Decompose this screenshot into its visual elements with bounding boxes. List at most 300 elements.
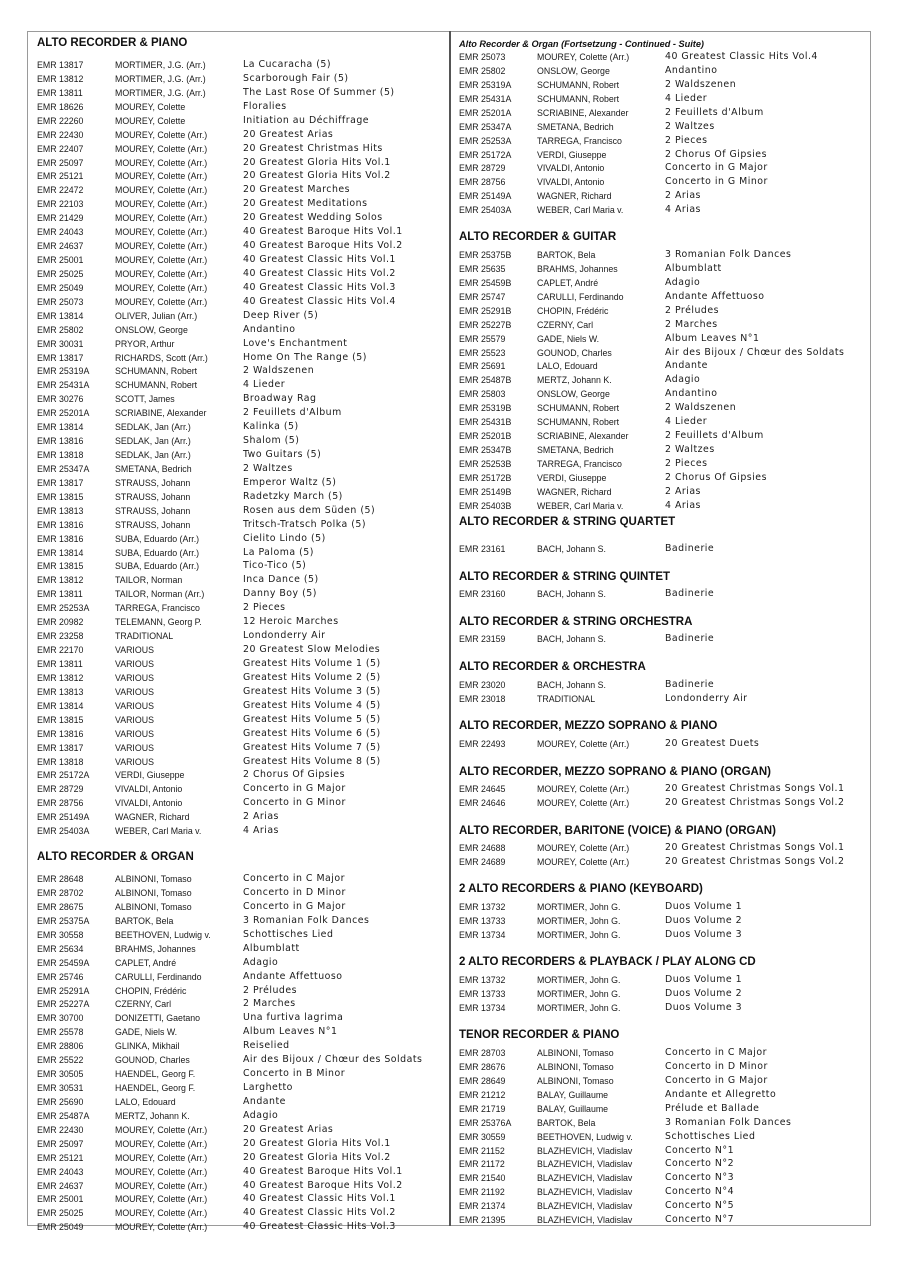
catalog-entry xyxy=(459,737,869,751)
work-title: Scarborough Fair (5) xyxy=(243,72,349,84)
catalog-number: EMR 13812 xyxy=(37,575,84,586)
catalog-number: EMR 24646 xyxy=(459,797,506,808)
catalog-number: EMR 25291A xyxy=(37,985,90,996)
catalog-number: EMR 13817 xyxy=(37,60,84,70)
work-title: 2 Pieces xyxy=(665,134,708,146)
composer-name: MOUREY, Colette (Arr.) xyxy=(115,1194,208,1205)
work-title: Concerto in G Major xyxy=(243,783,346,795)
catalog-entry xyxy=(37,169,447,183)
catalog-number: EMR 25375B xyxy=(459,250,512,260)
section-title-tenor-recorder-piano: TENOR RECORDER & PIANO xyxy=(459,1029,620,1041)
composer-name: MORTIMER, J.G. (Arr.) xyxy=(115,60,206,70)
work-title: 2 Arias xyxy=(665,485,701,497)
work-title: 40 Greatest Classic Hits Vol.4 xyxy=(243,295,396,307)
catalog-number: EMR 28649 xyxy=(459,1075,506,1086)
catalog-entry xyxy=(459,692,869,706)
work-title: Broadway Rag xyxy=(243,393,317,405)
work-title: 2 Préludes xyxy=(665,304,719,316)
catalog-entry xyxy=(37,657,447,671)
catalog-number: EMR 25403A xyxy=(459,205,512,216)
catalog-entry xyxy=(459,928,869,942)
section-title-alto-recorder-mezzo-soprano-piano-organ: ALTO RECORDER, MEZZO SOPRANO & PIANO (ORGAN) xyxy=(459,766,771,778)
composer-name: SMETANA, Bedrich xyxy=(537,445,614,456)
work-title: Concerto in B Minor xyxy=(243,1068,346,1080)
catalog-entry xyxy=(37,532,447,546)
work-title: 2 Waldszenen xyxy=(665,78,737,90)
catalog-entry xyxy=(459,855,869,869)
catalog-entry xyxy=(37,86,447,100)
catalog-entry xyxy=(459,457,869,471)
composer-name: SCHUMANN, Robert xyxy=(537,417,620,428)
composer-name: WAGNER, Richard xyxy=(537,486,612,497)
catalog-number: EMR 13814 xyxy=(37,700,84,711)
work-title: 20 Greatest Christmas Songs Vol.2 xyxy=(665,855,845,867)
work-title: 3 Romanian Folk Dances xyxy=(665,249,792,260)
composer-name: STRAUSS, Johann xyxy=(115,491,191,502)
composer-name: CZERNY, Carl xyxy=(537,319,594,330)
catalog-entry xyxy=(37,309,447,323)
work-title: Greatest Hits Volume 3 (5) xyxy=(243,685,381,697)
catalog-number: EMR 28806 xyxy=(37,1041,84,1052)
catalog-number: EMR 21429 xyxy=(37,213,84,224)
catalog-number: EMR 23020 xyxy=(459,680,506,690)
work-title: 2 Chorus Of Gipsies xyxy=(665,148,767,160)
work-title: 2 Waltzes xyxy=(665,120,715,132)
catalog-number: EMR 13816 xyxy=(37,533,84,544)
catalog-number: EMR 25097 xyxy=(37,157,84,168)
catalog-number: EMR 25172B xyxy=(459,472,512,483)
composer-name: MORTIMER, John G. xyxy=(537,915,621,926)
catalog-number: EMR 25172A xyxy=(459,149,512,160)
catalog-number: EMR 30276 xyxy=(37,394,84,405)
catalog-entry xyxy=(37,615,447,629)
composer-name: SCHUMANN, Robert xyxy=(537,93,620,104)
composer-name: SCRIABINE, Alexander xyxy=(537,431,629,442)
catalog-entry xyxy=(37,914,447,928)
catalog-number: EMR 13815 xyxy=(37,491,84,502)
work-title: Londonderry Air xyxy=(665,692,748,704)
composer-name: BALAY, Guillaume xyxy=(537,1089,609,1100)
catalog-entry xyxy=(37,1053,447,1067)
composer-name: WEBER, Carl Maria v. xyxy=(537,500,624,511)
catalog-entry xyxy=(37,197,447,211)
work-title: Andantino xyxy=(665,388,718,400)
catalog-number: EMR 23161 xyxy=(459,544,506,554)
work-title: Two Guitars (5) xyxy=(243,449,322,461)
catalog-entry xyxy=(459,587,869,601)
catalog-entry xyxy=(37,337,447,351)
composer-name: ALBINONI, Tomaso xyxy=(537,1061,614,1072)
catalog-number: EMR 30031 xyxy=(37,338,84,349)
composer-name: BARTOK, Bela xyxy=(115,915,174,926)
composer-name: TARREGA, Francisco xyxy=(115,603,200,614)
work-title: Andante Affettuoso xyxy=(665,290,765,302)
composer-name: BARTOK, Bela xyxy=(537,250,596,260)
catalog-entry xyxy=(37,295,447,309)
catalog-number: EMR 25431A xyxy=(459,93,512,104)
composer-name: ONSLOW, George xyxy=(537,65,610,76)
catalog-entry xyxy=(37,490,447,504)
catalog-number: EMR 25253B xyxy=(459,458,512,469)
composer-name: LALO, Edouard xyxy=(115,1096,176,1107)
work-title: 40 Greatest Baroque Hits Vol.1 xyxy=(243,226,403,238)
work-title: 4 Lieder xyxy=(665,416,708,428)
catalog-number: EMR 13811 xyxy=(37,658,83,669)
work-title: Duos Volume 1 xyxy=(665,974,743,985)
composer-name: DONIZETTI, Gaetano xyxy=(115,1013,201,1024)
composer-name: BACH, Johann S. xyxy=(537,680,606,690)
work-title: 2 Arias xyxy=(665,190,701,202)
catalog-number: EMR 25347A xyxy=(37,463,90,474)
composer-name: MOUREY, Colette (Arr.) xyxy=(115,171,208,182)
catalog-number: EMR 25253A xyxy=(459,135,512,146)
catalog-number: EMR 24689 xyxy=(459,856,506,867)
work-title: 2 Préludes xyxy=(243,984,297,996)
composer-name: MORTIMER, John G. xyxy=(537,929,621,940)
catalog-number: EMR 22430 xyxy=(37,1124,84,1135)
work-title: Greatest Hits Volume 7 (5) xyxy=(243,741,381,753)
catalog-number: EMR 13813 xyxy=(37,505,84,516)
catalog-number: EMR 22472 xyxy=(37,185,84,196)
catalog-entry xyxy=(37,128,447,142)
composer-name: SEDLAK, Jan (Arr.) xyxy=(115,450,191,461)
catalog-number: EMR 21540 xyxy=(459,1173,506,1184)
catalog-entry xyxy=(37,900,447,914)
work-title: Emperor Waltz (5) xyxy=(243,476,337,488)
work-title: 2 Chorus Of Gipsies xyxy=(665,471,767,483)
catalog-entry xyxy=(37,1137,447,1151)
work-title: 20 Greatest Slow Melodies xyxy=(243,644,381,656)
catalog-number: EMR 25025 xyxy=(37,268,84,279)
work-title: Andante Affettuoso xyxy=(243,970,343,982)
catalog-number: EMR 25149A xyxy=(459,191,512,202)
catalog-number: EMR 25201A xyxy=(459,107,512,118)
work-title: Tico-Tico (5) xyxy=(243,560,307,572)
work-title: 2 Waltzes xyxy=(665,444,715,456)
composer-name: STRAUSS, Johann xyxy=(115,519,191,530)
catalog-entry xyxy=(37,782,447,796)
composer-name: SCRIABINE, Alexander xyxy=(115,408,207,419)
composer-name: ALBINONI, Tomaso xyxy=(537,1075,614,1086)
catalog-number: EMR 28702 xyxy=(37,888,84,898)
catalog-number: EMR 24043 xyxy=(37,227,84,238)
catalog-number: EMR 25691 xyxy=(459,361,506,372)
catalog-entry xyxy=(459,64,869,78)
composer-name: VARIOUS xyxy=(115,700,154,711)
work-title: Andante et Allegretto xyxy=(665,1088,777,1100)
work-title: La Cucaracha (5) xyxy=(243,59,332,70)
catalog-entry xyxy=(37,997,447,1011)
catalog-entry xyxy=(37,970,447,984)
catalog-entry xyxy=(459,1130,869,1144)
section-title-2-alto-recorders-playback-play-along-cd: 2 ALTO RECORDERS & PLAYBACK / PLAY ALONG CD xyxy=(459,956,756,968)
composer-name: SCHUMANN, Robert xyxy=(115,366,198,377)
work-title: 4 Arias xyxy=(665,204,701,216)
work-title: Greatest Hits Volume 4 (5) xyxy=(243,699,381,711)
composer-name: MORTIMER, John G. xyxy=(537,1002,621,1013)
section-title-alto-recorder-baritone-voice-piano-organ: ALTO RECORDER, BARITONE (VOICE) & PIANO (ORGAN) xyxy=(459,825,776,837)
composer-name: BARTOK, Bela xyxy=(537,1117,596,1128)
catalog-number: EMR 25376A xyxy=(459,1117,512,1128)
catalog-number: EMR 25403A xyxy=(37,826,90,837)
composer-name: MOUREY, Colette (Arr.) xyxy=(115,296,208,307)
composer-name: MOUREY, Colette (Arr.) xyxy=(537,797,630,808)
catalog-number: EMR 25172A xyxy=(37,770,90,781)
work-title: Concerto N°5 xyxy=(665,1200,735,1212)
catalog-entry xyxy=(37,928,447,942)
catalog-entry xyxy=(37,1151,447,1165)
catalog-number: EMR 25635 xyxy=(459,263,506,274)
column-divider xyxy=(449,31,451,1226)
catalog-number: EMR 25319B xyxy=(459,403,512,414)
catalog-number: EMR 23159 xyxy=(459,634,506,644)
catalog-number: EMR 25803 xyxy=(459,389,506,400)
catalog-number: EMR 25802 xyxy=(37,324,84,335)
catalog-entry xyxy=(459,387,869,401)
composer-name: SUBA, Eduardo (Arr.) xyxy=(115,533,200,544)
work-title: Concerto N°7 xyxy=(665,1214,735,1226)
work-title: 40 Greatest Classic Hits Vol.1 xyxy=(243,1193,396,1205)
work-title: Adagio xyxy=(243,956,279,968)
composer-name: VARIOUS xyxy=(115,672,154,683)
catalog-number: EMR 25375A xyxy=(37,915,90,926)
work-title: 2 Feuillets d'Album xyxy=(665,106,764,118)
composer-name: MOUREY, Colette (Arr.) xyxy=(537,784,630,794)
catalog-number: EMR 13815 xyxy=(37,561,84,572)
work-title: 40 Greatest Classic Hits Vol.3 xyxy=(243,1221,396,1233)
composer-name: MOUREY, Colette (Arr.) xyxy=(115,1124,208,1135)
work-title: 4 Lieder xyxy=(665,92,708,104)
composer-name: BLAZHEVICH, Vladislav xyxy=(537,1215,633,1226)
work-title: 40 Greatest Classic Hits Vol.2 xyxy=(243,1207,396,1219)
composer-name: MORTIMER, John G. xyxy=(537,902,621,912)
composer-name: VARIOUS xyxy=(115,756,154,767)
catalog-number: EMR 25431A xyxy=(37,380,90,391)
catalog-number: EMR 21212 xyxy=(459,1089,506,1100)
catalog-entry xyxy=(459,318,869,332)
catalog-entry xyxy=(37,1109,447,1123)
catalog-number: EMR 25253A xyxy=(37,603,90,614)
catalog-number: EMR 13818 xyxy=(37,756,84,767)
work-title: Album Leaves N°1 xyxy=(665,332,760,344)
work-title: Concerto in G Major xyxy=(665,1074,768,1086)
catalog-number: EMR 21172 xyxy=(459,1159,505,1170)
catalog-number: EMR 13732 xyxy=(459,902,506,912)
composer-name: MOUREY, Colette (Arr.) xyxy=(115,255,208,266)
catalog-entry xyxy=(37,462,447,476)
work-title: 40 Greatest Baroque Hits Vol.2 xyxy=(243,240,403,252)
catalog-number: EMR 28729 xyxy=(37,784,84,795)
composer-name: CAPLET, André xyxy=(115,957,177,968)
catalog-entry xyxy=(37,378,447,392)
work-title: Love's Enchantment xyxy=(243,337,348,349)
work-title: 20 Greatest Meditations xyxy=(243,198,368,210)
work-title: Concerto N°4 xyxy=(665,1186,735,1198)
catalog-entry xyxy=(459,841,869,855)
catalog-entry xyxy=(37,984,447,998)
catalog-number: EMR 25746 xyxy=(37,971,84,982)
catalog-entry xyxy=(37,114,447,128)
work-title: 20 Greatest Arias xyxy=(243,1123,334,1135)
catalog-number: EMR 23258 xyxy=(37,631,84,642)
work-title: Duos Volume 1 xyxy=(665,901,743,912)
catalog-entry xyxy=(459,1185,869,1199)
composer-name: MOUREY, Colette (Arr.) xyxy=(537,52,630,62)
composer-name: PRYOR, Arthur xyxy=(115,338,175,349)
catalog-number: EMR 25431B xyxy=(459,417,512,428)
catalog-number: EMR 25149A xyxy=(37,812,90,823)
catalog-entry xyxy=(459,134,869,148)
section-title-alto-recorder-string-quintet: ALTO RECORDER & STRING QUINTET xyxy=(459,571,671,583)
work-title: Tritsch-Tratsch Polka (5) xyxy=(243,518,366,530)
catalog-number: EMR 24637 xyxy=(37,241,84,252)
catalog-entry xyxy=(37,142,447,156)
catalog-entry xyxy=(459,429,869,443)
work-title: 2 Feuillets d'Album xyxy=(243,407,342,419)
composer-name: TARREGA, Francisco xyxy=(537,458,622,469)
catalog-entry xyxy=(37,100,447,114)
work-title: Adagio xyxy=(243,1109,279,1121)
catalog-entry xyxy=(459,782,869,796)
composer-name: TAILOR, Norman xyxy=(115,575,183,586)
catalog-entry xyxy=(459,987,869,1001)
work-title: Adagio xyxy=(665,276,701,288)
catalog-entry xyxy=(37,741,447,755)
composer-name: GADE, Niels W. xyxy=(115,1027,178,1038)
catalog-entry xyxy=(37,671,447,685)
catalog-number: EMR 22260 xyxy=(37,115,84,126)
composer-name: TRADITIONAL xyxy=(115,631,174,642)
catalog-entry xyxy=(37,267,447,281)
work-title: Andantino xyxy=(665,64,718,76)
work-title: 2 Arias xyxy=(243,811,279,823)
catalog-entry xyxy=(459,678,869,692)
catalog-number: EMR 25149B xyxy=(459,486,512,497)
catalog-number: EMR 25579 xyxy=(459,333,506,344)
catalog-number: EMR 13812 xyxy=(37,672,84,683)
catalog-entry xyxy=(459,78,869,92)
catalog-number: EMR 13814 xyxy=(37,310,84,321)
composer-name: MORTIMER, John G. xyxy=(537,988,621,999)
catalog-number: EMR 25578 xyxy=(37,1027,84,1038)
catalog-entry xyxy=(37,239,447,253)
composer-name: VARIOUS xyxy=(115,728,154,739)
catalog-entry xyxy=(459,973,869,987)
catalog-entry xyxy=(459,106,869,120)
catalog-entry xyxy=(37,72,447,86)
composer-name: OLIVER, Julian (Arr.) xyxy=(115,310,198,321)
work-title: Concerto in G Major xyxy=(665,162,768,174)
work-title: Prélude et Ballade xyxy=(665,1102,760,1114)
work-title: 20 Greatest Christmas Songs Vol.2 xyxy=(665,796,845,808)
catalog-number: EMR 25347B xyxy=(459,445,512,456)
composer-name: HAENDEL, Georg F. xyxy=(115,1083,196,1094)
composer-name: SCOTT, James xyxy=(115,394,175,405)
catalog-entry xyxy=(37,587,447,601)
work-title: 20 Greatest Duets xyxy=(665,738,760,749)
composer-name: MOUREY, Colette (Arr.) xyxy=(115,143,208,154)
composer-name: GOUNOD, Charles xyxy=(537,347,612,358)
catalog-entry xyxy=(459,1213,869,1227)
section-title-alto-recorder-organ: ALTO RECORDER & ORGAN xyxy=(37,851,194,864)
work-title: Air des Bijoux / Chœur des Soldats xyxy=(243,1054,423,1066)
work-title: Concerto in G Minor xyxy=(243,797,346,809)
composer-name: ALBINONI, Tomaso xyxy=(115,874,192,885)
catalog-number: EMR 25522 xyxy=(37,1055,84,1066)
catalog-number: EMR 28756 xyxy=(459,177,506,188)
work-title: Reiselied xyxy=(243,1040,290,1052)
catalog-number: EMR 25227A xyxy=(37,999,90,1010)
work-title: Una furtiva lagrima xyxy=(243,1012,344,1024)
composer-name: VIVALDI, Antonio xyxy=(537,177,605,188)
work-title: 40 Greatest Baroque Hits Vol.2 xyxy=(243,1179,403,1191)
catalog-entry xyxy=(37,1039,447,1053)
catalog-number: EMR 30505 xyxy=(37,1069,84,1080)
catalog-number: EMR 25403B xyxy=(459,500,512,511)
catalog-entry xyxy=(37,629,447,643)
catalog-number: EMR 25459A xyxy=(37,957,90,968)
composer-name: STRAUSS, Johann xyxy=(115,505,191,516)
catalog-number: EMR 13733 xyxy=(459,988,506,999)
catalog-number: EMR 25459B xyxy=(459,277,512,288)
catalog-number: EMR 25523 xyxy=(459,347,506,358)
composer-name: BEETHOVEN, Ludwig v. xyxy=(537,1131,633,1142)
catalog-number: EMR 22103 xyxy=(37,199,84,210)
work-title: Floralies xyxy=(243,100,287,112)
catalog-number: EMR 22407 xyxy=(37,143,84,154)
catalog-number: EMR 28676 xyxy=(459,1061,506,1072)
catalog-entry xyxy=(459,373,869,387)
composer-name: MOUREY, Colette (Arr.) xyxy=(115,1180,208,1191)
section-title-2-alto-recorders-piano-keyboard: 2 ALTO RECORDERS & PIANO (KEYBOARD) xyxy=(459,883,703,895)
work-title: Duos Volume 2 xyxy=(665,914,743,926)
catalog-entry xyxy=(37,183,447,197)
work-title: Greatest Hits Volume 8 (5) xyxy=(243,755,381,767)
composer-name: VARIOUS xyxy=(115,645,154,656)
work-title: Concerto in G Major xyxy=(243,900,346,912)
catalog-entry xyxy=(459,1001,869,1015)
composer-name: GLINKA, Mikhail xyxy=(115,1041,180,1052)
composer-name: BLAZHEVICH, Vladislav xyxy=(537,1159,633,1170)
work-title: Kalinka (5) xyxy=(243,421,299,433)
composer-name: BALAY, Guillaume xyxy=(537,1103,609,1114)
section-title-alto-recorder-orchestra: ALTO RECORDER & ORCHESTRA xyxy=(459,661,646,673)
catalog-entry xyxy=(37,225,447,239)
composer-name: SCHUMANN, Robert xyxy=(537,79,620,90)
catalog-entry xyxy=(459,148,869,162)
composer-name: BLAZHEVICH, Vladislav xyxy=(537,1187,633,1198)
composer-name: GOUNOD, Charles xyxy=(115,1055,190,1066)
composer-name: TARREGA, Francisco xyxy=(537,135,622,146)
catalog-number: EMR 24645 xyxy=(459,784,506,794)
work-title: 2 Marches xyxy=(665,318,718,330)
catalog-number: EMR 25487A xyxy=(37,1110,90,1121)
catalog-entry xyxy=(37,559,447,573)
composer-name: MERTZ, Johann K. xyxy=(115,1110,190,1121)
composer-name: MOUREY, Colette (Arr.) xyxy=(115,199,208,210)
catalog-number: EMR 25073 xyxy=(37,296,84,307)
catalog-entry xyxy=(37,1081,447,1095)
catalog-number: EMR 13816 xyxy=(37,436,84,447)
composer-name: MERTZ, Johann K. xyxy=(537,375,612,386)
catalog-number: EMR 13733 xyxy=(459,915,506,926)
work-title: Concerto N°1 xyxy=(665,1144,735,1156)
composer-name: CARULLI, Ferdinando xyxy=(537,291,624,302)
catalog-number: EMR 25319A xyxy=(37,366,90,377)
work-title: Londonderry Air xyxy=(243,630,326,642)
section-title-alto-recorder-piano: ALTO RECORDER & PIANO xyxy=(37,37,188,49)
work-title: Duos Volume 3 xyxy=(665,1001,743,1013)
